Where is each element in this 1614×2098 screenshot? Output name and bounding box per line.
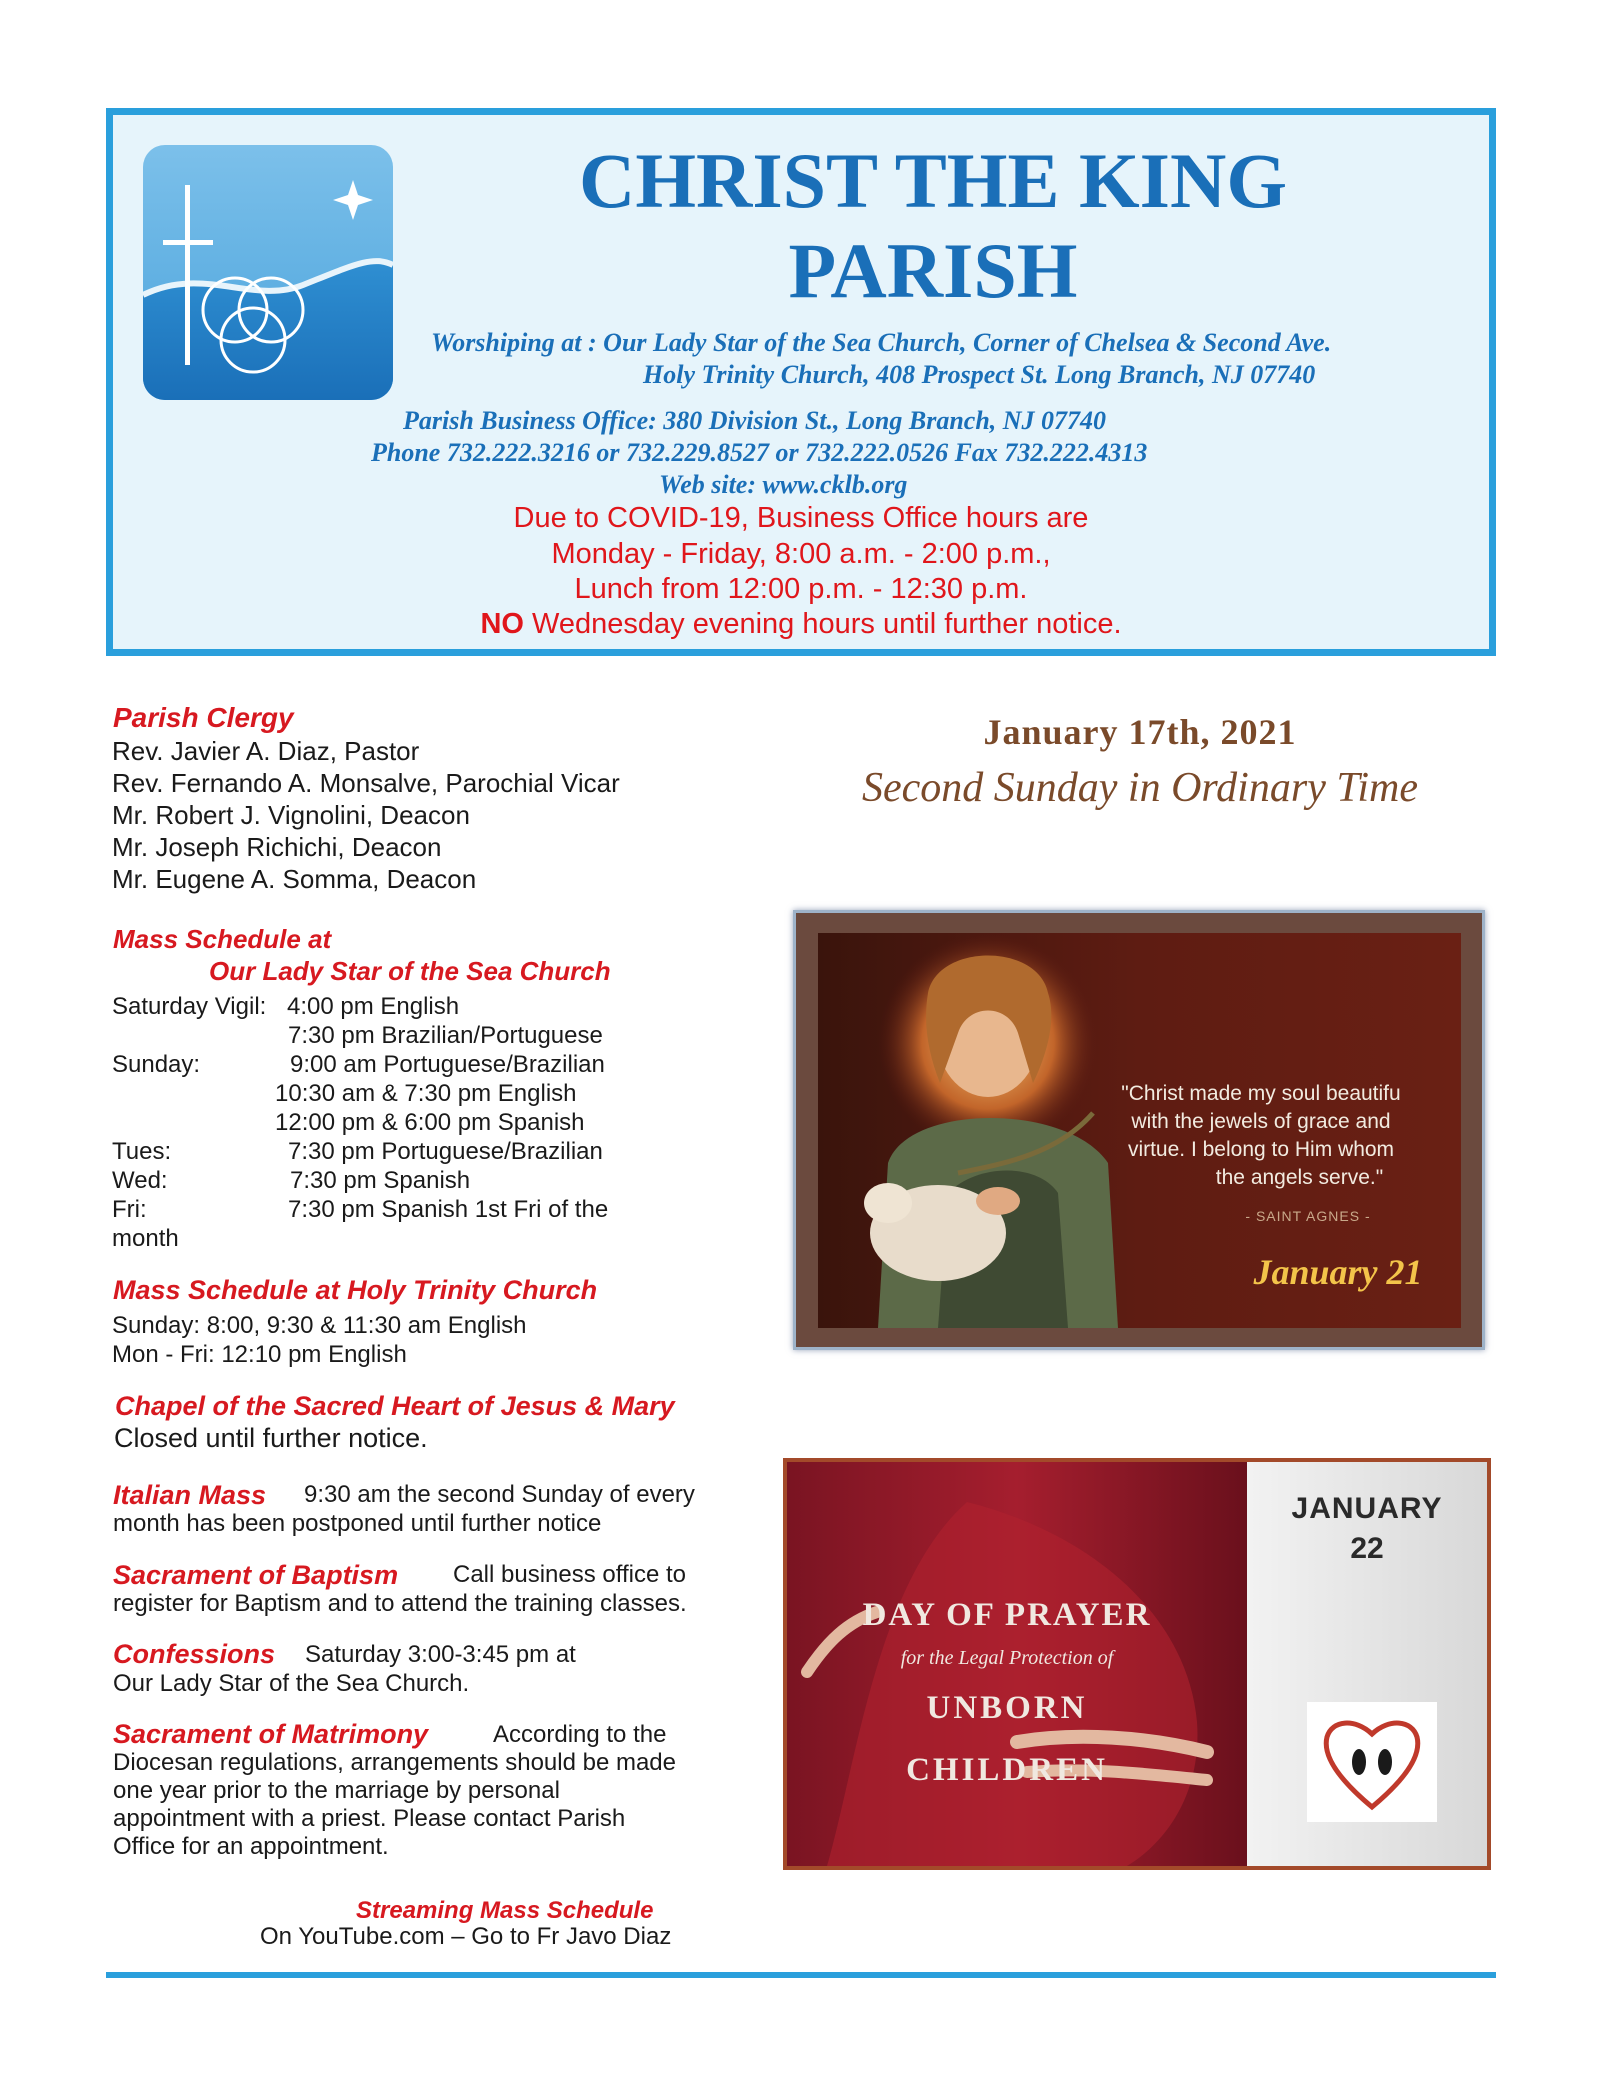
sched-time: 7:30 pm Brazilian/Portuguese <box>288 1022 603 1049</box>
sched-day: Tues: <box>112 1138 172 1165</box>
sched-day: Fri: <box>112 1196 147 1223</box>
mass-olss-title-2: Our Lady Star of the Sea Church <box>209 956 611 986</box>
streaming-text: On YouTube.com – Go to Fr Javo Diaz <box>260 1923 672 1950</box>
clergy-member: Mr. Joseph Richichi, Deacon <box>112 832 442 862</box>
sched-day: Saturday Vigil: <box>112 993 267 1020</box>
prayer-unborn: UNBORN <box>926 1690 1088 1726</box>
sched-time: 10:30 am & 7:30 pm English <box>275 1080 577 1107</box>
covid-notice-4 <box>113 606 1489 642</box>
clergy-title: Parish Clergy <box>113 702 294 733</box>
italian-mass-line-2: month has been postponed until further notice <box>113 1510 602 1537</box>
matrimony-line-5: Office for an appointment. <box>113 1833 389 1860</box>
sched-time: 4:00 pm English <box>287 993 460 1020</box>
confessions-title: Confessions <box>113 1639 276 1669</box>
prayer-day-number: 22 <box>1350 1532 1384 1565</box>
chapel-title: Chapel of the Sacred Heart of Jesus & Mary <box>115 1391 675 1421</box>
matrimony-title: Sacrament of Matrimony <box>113 1719 429 1749</box>
agnes-quote-line: virtue. I belong to Him whom <box>1127 1138 1395 1161</box>
matrimony-line-2: Diocesan regulations, arrangements should be made <box>113 1749 677 1776</box>
agnes-quote-line: the angels serve." <box>1215 1166 1384 1189</box>
matrimony-line-3: one year prior to the marriage by personal <box>113 1777 560 1804</box>
agnes-quote-line: "Christ made my soul beautifu <box>1121 1082 1401 1105</box>
matrimony-line-1: According to the <box>493 1721 667 1748</box>
clergy-member: Mr. Eugene A. Somma, Deacon <box>112 864 477 894</box>
saint-agnes-panel <box>818 933 1461 1328</box>
clergy-member: Rev. Fernando A. Monsalve, Parochial Vicar <box>112 768 620 798</box>
covid-no-emphasis: NO <box>480 608 524 640</box>
parish-title-line2: PARISH <box>788 227 1078 314</box>
baptism-line-2: register for Baptism and to attend the training classes. <box>113 1590 687 1617</box>
header-box <box>106 108 1496 656</box>
sched-time: 9:00 am Portuguese/Brazilian <box>290 1051 605 1078</box>
parish-logo <box>143 145 393 400</box>
clergy-member: Mr. Robert J. Vignolini, Deacon <box>112 800 470 830</box>
matrimony-line-4: appointment with a priest. Please contact Parish <box>113 1805 626 1832</box>
prayer-children: CHILDREN <box>906 1752 1108 1788</box>
agnes-feast-date: January 21 <box>1253 1252 1423 1292</box>
parish-title-line1: CHRIST THE KING <box>578 137 1288 224</box>
agnes-attribution: - SAINT AGNES - <box>1245 1208 1371 1224</box>
bulletin-date: January 17th, 2021 <box>983 712 1297 752</box>
baptism-title: Sacrament of Baptism <box>113 1560 399 1590</box>
clergy-member: Rev. Javier A. Diaz, Pastor <box>112 736 420 766</box>
website: Web site: www.cklb.org <box>659 470 908 499</box>
mass-ht-line-1: Sunday: 8:00, 9:30 & 11:30 am English <box>112 1312 527 1339</box>
sched-wrap: month <box>112 1225 179 1252</box>
sched-time: 7:30 pm Spanish <box>290 1167 471 1194</box>
covid-notice-4-text: Wednesday evening hours until further notice. <box>523 608 1122 640</box>
mass-ht-title: Mass Schedule at Holy Trinity Church <box>113 1275 598 1305</box>
sched-time: 12:00 pm & 6:00 pm Spanish <box>275 1109 585 1136</box>
confessions-line-1: Saturday 3:00-3:45 pm at <box>305 1641 576 1668</box>
worship-line-2: Holy Trinity Church, 408 Prospect St. Long Branch, NJ 07740 <box>643 360 1316 389</box>
phone-fax: Phone 732.222.3216 or 732.229.8527 or 732.222.0526 Fax 732.222.4313 <box>371 438 1148 467</box>
day-of-prayer-image <box>783 1458 1491 1870</box>
italian-mass-title: Italian Mass <box>113 1480 267 1510</box>
office-address: Parish Business Office: 380 Division St., Long Branch, NJ 07740 <box>403 406 1107 435</box>
bottom-divider <box>106 1972 1496 1978</box>
worship-line-1: Worshiping at : Our Lady Star of the Sea Church, Corner of Chelsea & Second Ave. <box>431 328 1332 357</box>
saint-agnes-image <box>793 910 1485 1350</box>
covid-notice-2: Monday - Friday, 8:00 a.m. - 2:00 p.m., <box>551 538 1051 570</box>
sched-day: Sunday: <box>112 1051 201 1078</box>
liturgical-day: Second Sunday in Ordinary Time <box>861 765 1419 811</box>
confessions-line-2: Our Lady Star of the Sea Church. <box>113 1670 470 1697</box>
sched-time: 7:30 pm Portuguese/Brazilian <box>288 1138 603 1165</box>
mass-olss-title-1: Mass Schedule at <box>113 924 332 954</box>
sched-time: 7:30 pm Spanish 1st Fri of the <box>288 1196 609 1223</box>
mass-ht-line-2: Mon - Fri: 12:10 pm English <box>112 1341 407 1368</box>
prayer-subline: for the Legal Protection of <box>900 1647 1114 1669</box>
covid-notice-3: Lunch from 12:00 p.m. - 12:30 p.m. <box>574 573 1028 605</box>
sched-day: Wed: <box>112 1167 168 1194</box>
prayer-headline: DAY OF PRAYER <box>862 1597 1152 1633</box>
covid-notice-1: Due to COVID-19, Business Office hours are <box>513 502 1089 534</box>
italian-mass-line-1: 9:30 am the second Sunday of every <box>304 1481 695 1508</box>
chapel-text: Closed until further notice. <box>114 1423 428 1453</box>
streaming-title: Streaming Mass Schedule <box>356 1897 654 1924</box>
prayer-day-month: JANUARY <box>1291 1492 1443 1525</box>
agnes-quote-line: with the jewels of grace and <box>1131 1110 1391 1133</box>
baptism-line-1: Call business office to <box>453 1561 687 1588</box>
